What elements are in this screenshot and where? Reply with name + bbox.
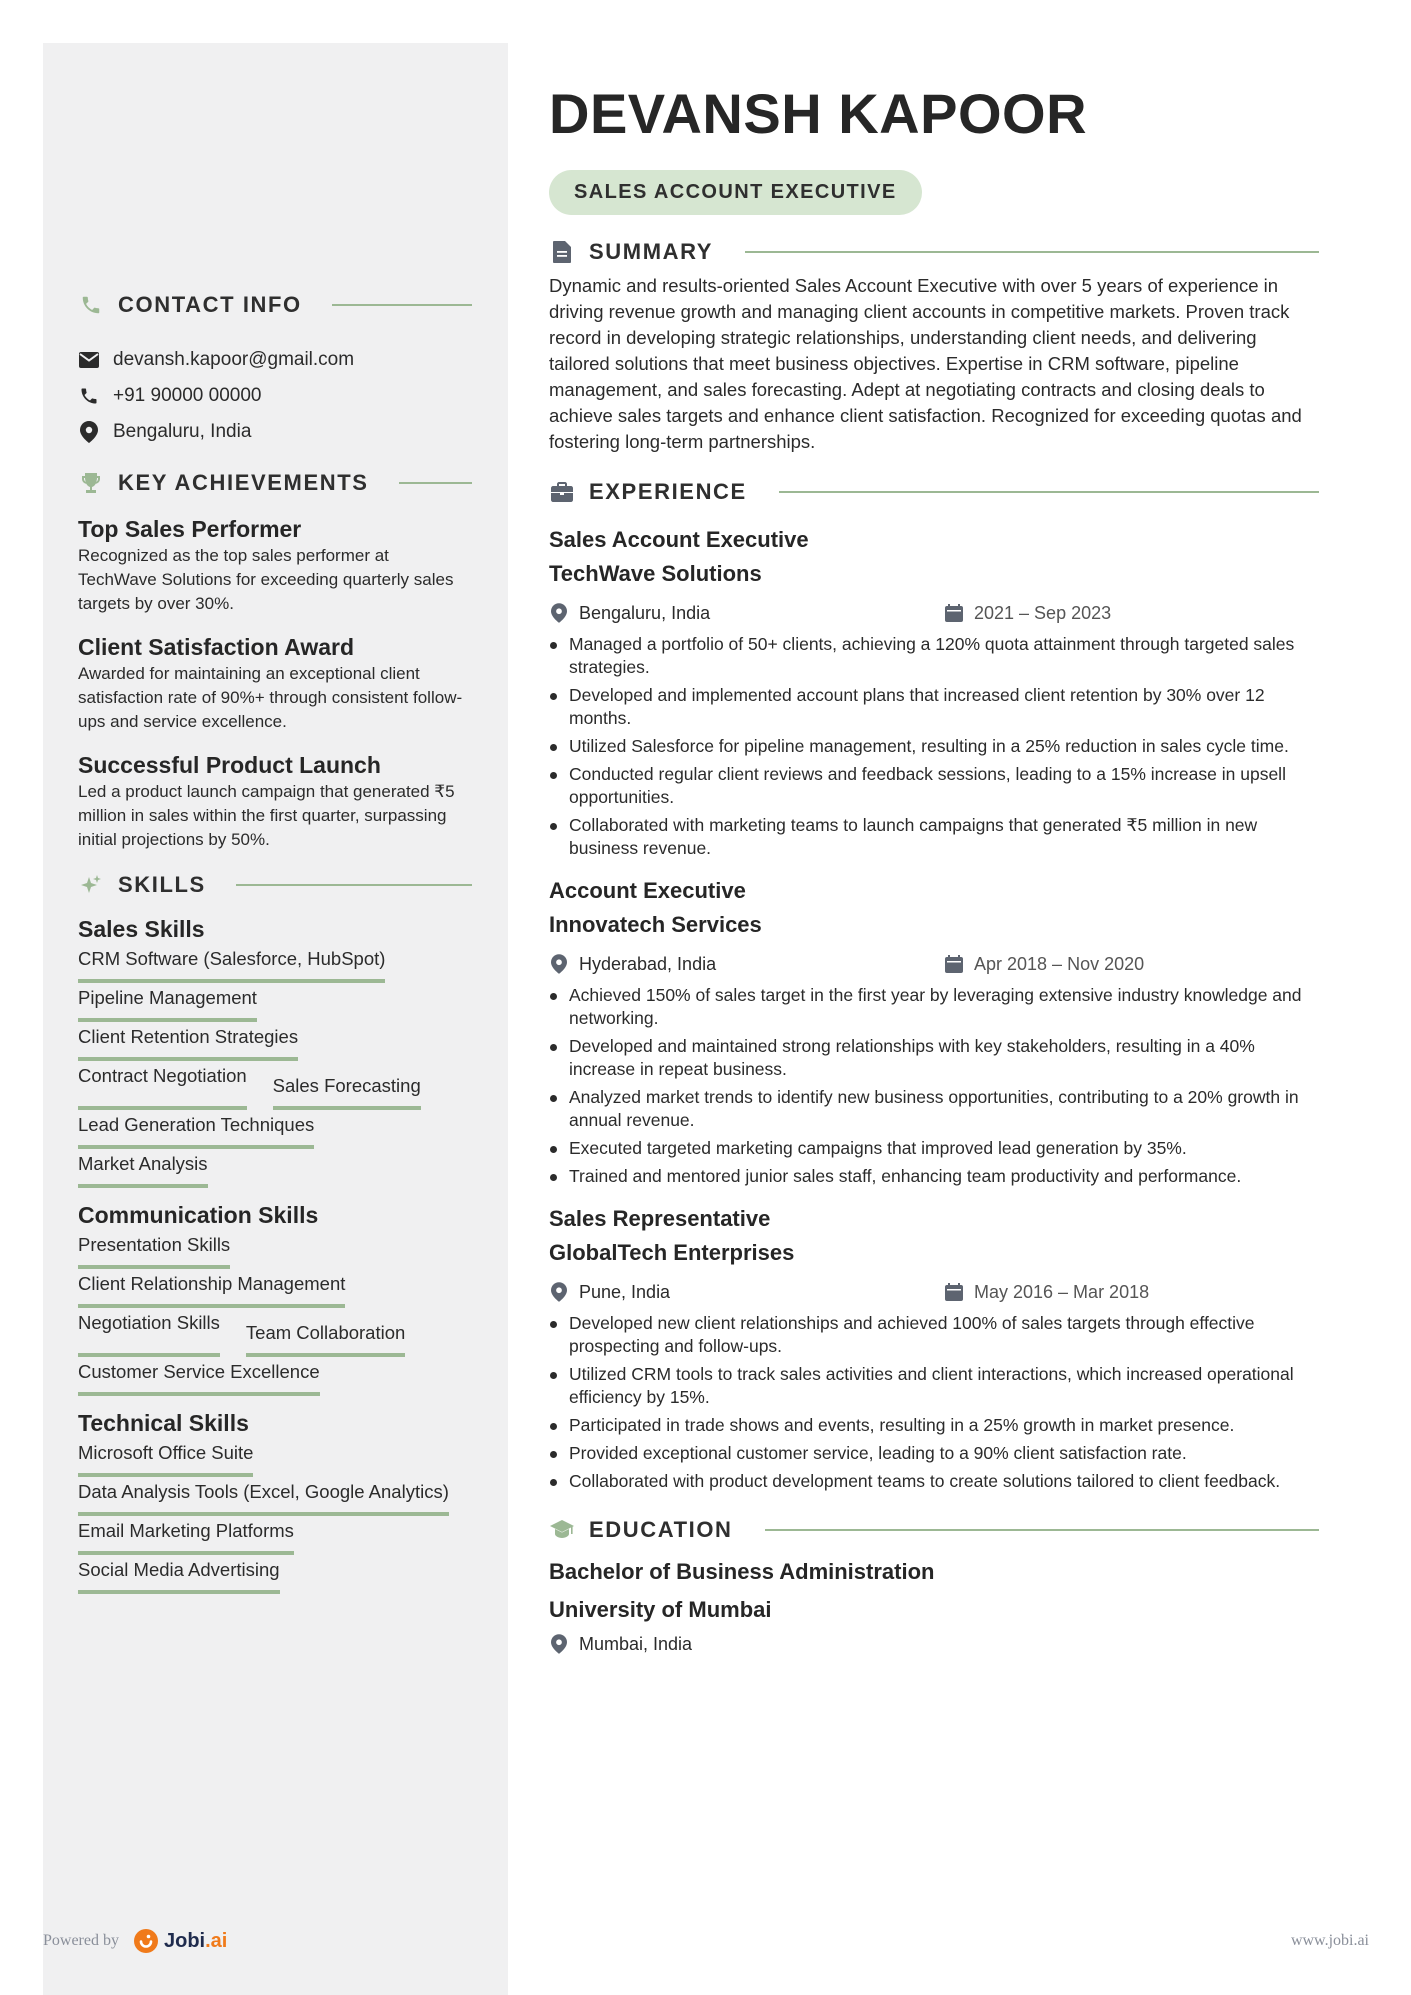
section-divider — [745, 251, 1319, 253]
phone-icon — [78, 292, 104, 318]
skills-heading: SKILLS — [118, 872, 206, 897]
job-entry — [549, 1202, 1319, 1493]
summary-section — [549, 235, 1319, 455]
summary-heading-row — [549, 235, 1319, 269]
education-school: University of Mumbai — [549, 1597, 772, 1622]
sparkle-icon — [78, 872, 104, 898]
phone-value[interactable]: +91 90000 00000 — [113, 385, 262, 406]
education-location — [549, 1629, 1319, 1659]
job-bullet: Collaborated with product development teams to create solutions tailored to client feedback. — [549, 1470, 1319, 1493]
achievement-title: Top Sales Performer — [78, 516, 302, 542]
job-bullet: Analyzed market trends to identify new business opportunities, contributing to a 20% growth in annual revenue. — [549, 1086, 1319, 1132]
graduation-cap-icon — [549, 1517, 575, 1543]
job-bullet: Developed and implemented account plans that increased client retention by 30% over 12 months. — [549, 684, 1319, 730]
calendar-icon — [944, 954, 964, 974]
experience-heading: EXPERIENCE — [589, 479, 747, 504]
skill-list — [78, 1230, 472, 1269]
job-role: Sales Representative — [549, 1206, 771, 1231]
job-meta — [549, 595, 1319, 631]
job-bullet: Executed targeted marketing campaigns that improved lead generation by 35%. — [549, 1137, 1319, 1160]
powered-by-label: Powered by — [43, 1932, 119, 1949]
jobi-logo-icon[interactable] — [133, 1928, 164, 1954]
skill-group — [78, 914, 472, 1188]
job-bullet: Developed and maintained strong relationships with key stakeholders, resulting in a 40% increase in repeat business. — [549, 1035, 1319, 1081]
location-pin-icon — [549, 1282, 569, 1302]
education-heading: EDUCATION — [589, 1517, 733, 1542]
skill-list — [78, 1061, 472, 1110]
achievement-item — [78, 632, 472, 734]
location-pin-icon — [549, 603, 569, 623]
job-dates — [944, 954, 1144, 975]
location-pin-icon — [78, 421, 100, 443]
achievements-section — [78, 466, 472, 852]
job-bullets — [549, 984, 1319, 1188]
job-location-text: Bengaluru, India — [579, 602, 711, 623]
achievements-heading: KEY ACHIEVEMENTS — [118, 470, 369, 495]
skill-tag: Presentation Skills — [78, 1232, 230, 1269]
job-company: GlobalTech Enterprises — [549, 1240, 795, 1265]
skill-list — [78, 1555, 472, 1594]
skill-tag: Lead Generation Techniques — [78, 1112, 314, 1149]
achievement-title: Successful Product Launch — [78, 752, 381, 778]
document-icon — [549, 239, 575, 265]
contact-section — [78, 288, 472, 450]
skill-list — [78, 1357, 472, 1396]
job-dates-text: 2021 – Sep 2023 — [974, 602, 1112, 623]
sidebar-content — [78, 250, 472, 1594]
briefcase-icon — [549, 479, 575, 505]
job-dates — [944, 603, 1111, 624]
summary-heading: SUMMARY — [589, 239, 714, 264]
job-bullet: Participated in trade shows and events, resulting in a 25% growth in market presence. — [549, 1414, 1319, 1437]
skill-tag: Data Analysis Tools (Excel, Google Analytics) — [78, 1479, 449, 1516]
sidebar — [43, 43, 508, 1995]
job-role: Account Executive — [549, 878, 746, 903]
skill-tag: Pipeline Management — [78, 985, 257, 1022]
location-pin-icon — [549, 1634, 569, 1654]
achievement-item — [78, 514, 472, 616]
job-bullet: Collaborated with marketing teams to launch campaigns that generated ₹5 million in new business revenue. — [549, 814, 1319, 860]
location-value: Bengaluru, India — [113, 421, 252, 442]
job-dates — [944, 1282, 1149, 1303]
skill-group-title: Sales Skills — [78, 916, 205, 942]
skill-list — [78, 1516, 472, 1555]
job-bullet: Developed new client relationships and achieved 100% of sales targets through effective prospecting and follow-ups. — [549, 1312, 1319, 1358]
job-meta — [549, 1274, 1319, 1310]
skill-tag: Client Retention Strategies — [78, 1024, 298, 1061]
job-bullet: Achieved 150% of sales target in the first year by leveraging extensive industry knowledge and networking. — [549, 984, 1319, 1030]
achievements-heading-row — [78, 466, 472, 500]
skill-tag: Sales Forecasting — [273, 1073, 421, 1110]
job-location — [549, 603, 944, 624]
job-company: TechWave Solutions — [549, 561, 762, 586]
skill-list — [78, 983, 472, 1022]
job-entry — [549, 523, 1319, 860]
skill-group-title: Technical Skills — [78, 1410, 249, 1436]
skill-group-title: Communication Skills — [78, 1202, 319, 1228]
skill-list — [78, 1269, 472, 1308]
main-content — [549, 80, 1319, 1659]
skill-group — [78, 1200, 472, 1396]
contact-heading: CONTACT INFO — [118, 292, 302, 317]
achievement-description: Led a product launch campaign that generated ₹5 million in sales within the first quarter, surpassing initial projections by 50%. — [78, 782, 455, 849]
job-company: Innovatech Services — [549, 912, 762, 937]
skill-list — [78, 1308, 472, 1357]
experience-section — [549, 475, 1319, 1493]
email-value[interactable]: devansh.kapoor@gmail.com — [113, 349, 355, 370]
skill-list — [78, 944, 472, 983]
experience-heading-row — [549, 475, 1319, 509]
job-location-text: Pune, India — [579, 1281, 671, 1302]
section-divider — [399, 482, 472, 484]
job-entry — [549, 874, 1319, 1188]
section-divider — [332, 304, 472, 306]
achievement-description: Awarded for maintaining an exceptional client satisfaction rate of 90%+ through consistent follow-ups and service excellence. — [78, 664, 463, 731]
education-heading-row — [549, 1513, 1319, 1547]
jobi-logo[interactable] — [164, 1930, 227, 1953]
job-bullet: Utilized CRM tools to track sales activities and client interactions, which increased operational efficiency by 15%. — [549, 1363, 1319, 1409]
job-bullet: Managed a portfolio of 50+ clients, achieving a 120% quota attainment through targeted sales strategies. — [549, 633, 1319, 679]
summary-text: Dynamic and results-oriented Sales Account Executive with over 5 years of experience in driving revenue growth and managing client accounts in competitive markets. Proven track record in developing strategic relationships, understanding client needs, and delivering tailored solutions that meet business objectives. Expertise in CRM software, pipeline management, and sales forecasting. Adept at negotiating contracts and closing deals to achieve sales targets and enhance client satisfaction. Recognized for exceeding quotas and fostering long-term partnerships. — [549, 275, 1302, 452]
skill-tag: Social Media Advertising — [78, 1557, 280, 1594]
contact-heading-row — [78, 288, 472, 322]
achievement-title: Client Satisfaction Award — [78, 634, 355, 660]
education-location-text: Mumbai, India — [579, 1633, 693, 1654]
job-bullet: Conducted regular client reviews and feedback sessions, leading to a 15% increase in upsell opportunities. — [549, 763, 1319, 809]
skill-list — [78, 1477, 472, 1516]
job-bullets — [549, 1312, 1319, 1493]
contact-location — [78, 414, 472, 450]
job-bullet: Trained and mentored junior sales staff, enhancing team productivity and performance. — [549, 1165, 1319, 1188]
job-role: Sales Account Executive — [549, 527, 809, 552]
skills-heading-row — [78, 868, 472, 902]
email-icon — [78, 349, 100, 371]
section-divider — [765, 1529, 1319, 1531]
job-location-text: Hyderabad, India — [579, 953, 717, 974]
skill-list — [78, 1438, 472, 1477]
candidate-name: DEVANSH KAPOOR — [549, 82, 1088, 145]
phone-icon — [78, 385, 100, 407]
brand-name: Jobi — [163, 1929, 206, 1952]
education-section — [549, 1513, 1319, 1659]
achievement-description: Recognized as the top sales performer at TechWave Solutions for exceeding quarterly sales targets by over 30%. — [78, 546, 454, 613]
powered-by — [43, 1928, 227, 1954]
job-bullet: Utilized Salesforce for pipeline management, resulting in a 25% reduction in sales cycle time. — [549, 735, 1319, 758]
calendar-icon — [944, 1282, 964, 1302]
skill-tag: Email Marketing Platforms — [78, 1518, 294, 1555]
contact-list — [78, 342, 472, 450]
skill-tag: Customer Service Excellence — [78, 1359, 320, 1396]
skill-tag: Team Collaboration — [246, 1320, 405, 1357]
skill-list — [78, 1149, 472, 1188]
calendar-icon — [944, 603, 964, 623]
skill-list — [78, 1022, 472, 1061]
skill-list — [78, 1110, 472, 1149]
brand-suffix: .ai — [205, 1929, 228, 1952]
location-pin-icon — [549, 954, 569, 974]
job-dates-text: Apr 2018 – Nov 2020 — [974, 953, 1145, 974]
skill-tag: Client Relationship Management — [78, 1271, 345, 1308]
job-bullets — [549, 633, 1319, 860]
skill-group — [78, 1408, 472, 1594]
skill-tag: Contract Negotiation — [78, 1063, 247, 1110]
job-title-badge: SALES ACCOUNT EXECUTIVE — [549, 170, 922, 215]
skills-section — [78, 868, 472, 1594]
section-divider — [236, 884, 472, 886]
skill-tag: CRM Software (Salesforce, HubSpot) — [78, 946, 385, 983]
education-degree: Bachelor of Business Administration — [549, 1559, 935, 1584]
achievement-item — [78, 750, 472, 852]
job-meta — [549, 946, 1319, 982]
contact-email — [78, 342, 472, 378]
skill-tag: Microsoft Office Suite — [78, 1440, 253, 1477]
job-location — [549, 954, 944, 975]
skill-tag: Market Analysis — [78, 1151, 208, 1188]
job-dates-text: May 2016 – Mar 2018 — [974, 1281, 1150, 1302]
job-bullet: Provided exceptional customer service, leading to a 90% client satisfaction rate. — [549, 1442, 1319, 1465]
section-divider — [779, 491, 1319, 493]
job-location — [549, 1282, 944, 1303]
contact-phone — [78, 378, 472, 414]
trophy-icon — [78, 470, 104, 496]
website-link[interactable]: www.jobi.ai — [1290, 1932, 1369, 1949]
skill-tag: Negotiation Skills — [78, 1310, 220, 1357]
